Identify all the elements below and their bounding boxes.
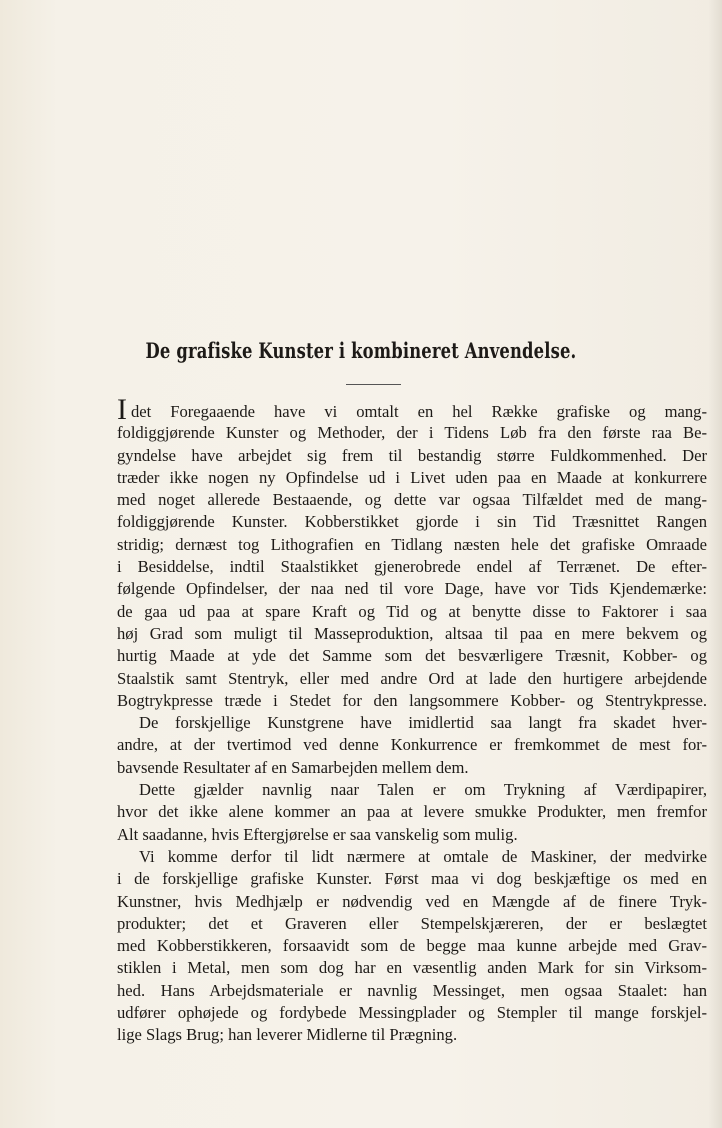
text-line-content: træder ikke nogen ny Opfindelse ud i Livet uden paa en Maade at konkurrere xyxy=(117,467,707,487)
text-line-content: med Kobberstikkeren, forsaavidt som de begge maa kunne arbejde med Grav- xyxy=(117,936,707,956)
text-line-content: hed. Hans Arbejdsmateriale er navnlig Messinget, men ogsaa Staalet: han xyxy=(117,980,707,1000)
text-line xyxy=(117,734,707,756)
drop-cap: I xyxy=(117,393,127,426)
text-line xyxy=(117,578,707,600)
text-line xyxy=(117,393,707,426)
text-line-content: Dette gjælder navnlig naar Talen er om Trykning af Værdipapirer, xyxy=(139,780,707,800)
text-line-content: bavsende Resultater af en Samarbejden mellem dem. xyxy=(117,757,469,777)
text-line xyxy=(117,980,707,1002)
text-line-content: lige Slags Brug; han leverer Midlerne til Prægning. xyxy=(117,1025,458,1045)
title-divider xyxy=(346,384,401,385)
text-line-content: i Besiddelse, indtil Staalstikket gjenerobrede endel af Terrænet. De efter- xyxy=(117,557,707,577)
text-line xyxy=(117,913,707,935)
text-line xyxy=(117,601,707,623)
text-line-content: hurtig Maade at yde det Samme som det besværligere Træsnit, Kobber- og xyxy=(117,646,707,666)
text-line-content: produkter; det et Graveren eller Stempelskjæreren, der er beslægtet xyxy=(117,913,707,933)
text-line xyxy=(117,556,707,578)
text-line xyxy=(117,779,707,801)
text-line-content: det Foregaaende have vi omtalt en hel Række grafiske og mang- xyxy=(131,402,707,421)
text-line xyxy=(117,445,707,467)
text-line-content: foldiggjørende Kunster. Kobberstikket gjorde i sin Tid Træsnittet Rangen xyxy=(117,512,707,532)
page-edge-shadow xyxy=(708,0,722,1128)
text-line xyxy=(117,1024,707,1046)
text-line xyxy=(117,868,707,890)
text-line-content: Staalstik samt Stentryk, eller med andre Ord at lade den hurtigere arbejdende xyxy=(117,668,707,688)
text-line xyxy=(117,824,707,846)
chapter-title: De grafiske Kunster i kombineret Anvendelse. xyxy=(145,338,577,363)
text-line xyxy=(117,690,707,712)
text-line-content: høj Grad som muligt til Masseproduktion, altsaa til paa en mere bekvem og xyxy=(117,623,707,643)
text-line xyxy=(117,1002,707,1024)
text-line-content: Vi komme derfor til lidt nærmere at omtale de Maskiner, der medvirke xyxy=(139,846,707,866)
text-line-content: hvor det ikke alene kommer an paa at levere smukke Produkter, men fremfor xyxy=(117,802,707,822)
text-line xyxy=(117,668,707,690)
text-line xyxy=(117,935,707,957)
text-line xyxy=(117,511,707,533)
text-line-content: følgende Opfindelser, der naa ned til vore Dage, have vor Tids Kjendemærke: xyxy=(117,579,707,599)
text-line-content: Alt saadanne, hvis Eftergjørelse er saa vanskelig som mulig. xyxy=(117,824,518,844)
text-line-content: andre, at der tvertimod ved denne Konkurrence er fremkommet de mest for- xyxy=(117,735,707,755)
text-line xyxy=(117,712,707,734)
text-line xyxy=(117,467,707,489)
text-line xyxy=(117,422,707,444)
text-line-content: gyndelse have arbejdet sig frem til bestandig større Fuldkommenhed. Der xyxy=(117,445,707,465)
text-line xyxy=(117,846,707,868)
text-line-content: De forskjellige Kunstgrene have imidlertid saa langt fra skadet hver- xyxy=(139,713,707,733)
body-text xyxy=(117,393,707,1047)
text-line xyxy=(117,534,707,556)
text-line xyxy=(117,801,707,823)
text-line-content: Bogtrykpresse træde i Stedet for den langsommere Kobber- og Stentrykpresse. xyxy=(117,690,707,710)
text-line-content: stridig; dernæst tog Lithografien en Tidlang næsten hele det grafiske Omraade xyxy=(117,534,707,554)
text-line xyxy=(117,623,707,645)
text-line xyxy=(117,891,707,913)
text-line xyxy=(117,757,707,779)
text-line-content: de gaa ud paa at spare Kraft og Tid og at benytte disse to Faktorer i saa xyxy=(117,601,707,621)
text-line xyxy=(117,957,707,979)
text-line-content: stiklen i Metal, men som dog har en væsentlig anden Mark for sin Virksom- xyxy=(117,958,707,978)
text-line-content: udfører ophøjede og fordybede Messingplader og Stempler til mange forskjel- xyxy=(117,1003,707,1023)
text-line-content: med noget allerede Bestaaende, og dette var ogsaa Tilfældet med de mang- xyxy=(117,490,707,510)
text-line-content: foldiggjørende Kunster og Methoder, der i Tidens Løb fra den første raa Be- xyxy=(117,423,707,443)
text-line xyxy=(117,489,707,511)
text-line-content: Kunstner, hvis Medhjælp er nødvendig ved en Mængde af de finere Tryk- xyxy=(117,891,707,911)
text-line xyxy=(117,645,707,667)
text-line-content: i de forskjellige grafiske Kunster. Først maa vi dog beskjæftige os med en xyxy=(117,869,707,889)
